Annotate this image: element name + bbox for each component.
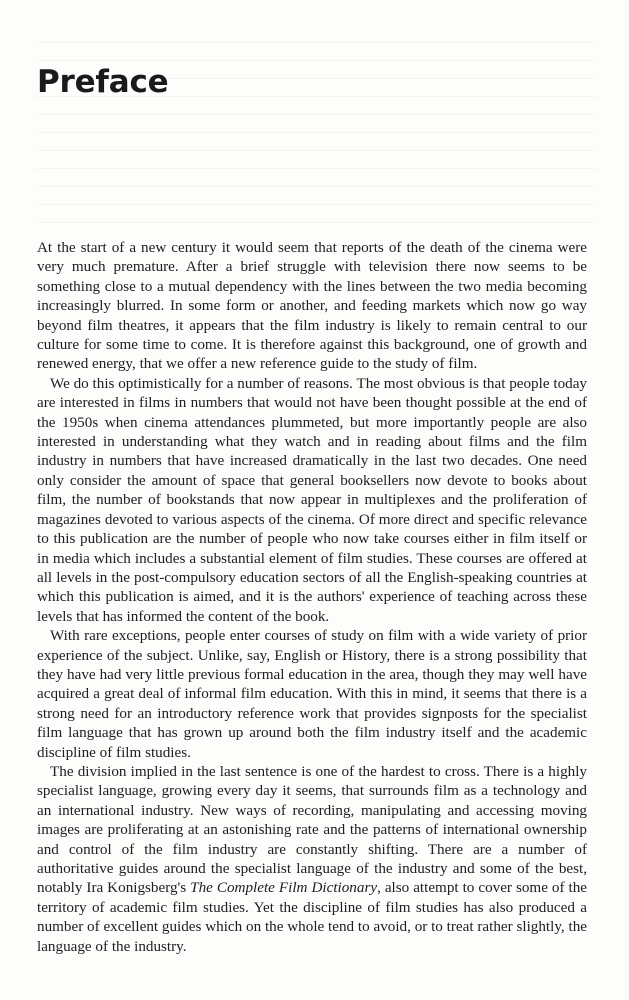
paragraph-4-start: The division implied in the last sentence is one of the hardest to cross. There is a highly specialist language, growing every day it seems, that surrounds film as a technology and an international industry. New ways of recording, manipulating and accessing moving images are proliferating at an astonishing rate and the patterns of international ownership and control of the film industry are constantly shifting. There are a number of authoritative guides around the specialist language of the industry and some of the best, notably Ira Konigsberg's [37,762,587,897]
show-through-text [36,30,596,240]
paragraph-3: With rare exceptions, people enter courses of study on film with a wide variety of prior experience of the subject. Unlike, say, English or History, there is a strong possibility that they have had very little previous formal education in the area, though they may well have acquired a great deal of informal film education. With this in mind, it seems that there is a strong need for an introductory reference work that provides signposts for the specialist film language that has grown up around both the film industry itself and the academic discipline of film studies. [37,627,587,761]
page-heading: Preface [37,64,169,100]
paragraph-4 [37,762,587,956]
paragraph-2: We do this optimistically for a number of reasons. The most obvious is that people today are interested in films in numbers that would not have been thought possible at the end of the 1950s when cinema attendances plummeted, but more importantly people are also interested in understanding what they watch and in reading about films and the film industry in numbers that have increased dramatically in the last two decades. One need only consider the amount of space that general booksellers now devote to books about film, the number of bookstands that now appear in multiplexes and the proliferation of magazines devoted to various aspects of the cinema. Of more direct and specific relevance to this publication are the number of people who now take courses either in film itself or in media which includes a substantial element of film studies. These courses are offered at all levels in the post-compulsory education sectors of all the English-speaking countries at which this publication is aimed, and it is the authors' experience of teaching across these levels that has informed the content of the book. [37,374,587,625]
paragraph-4-end: , also attempt to cover some of the territory of academic film studies. Yet the discipline of film studies has also produced a number of excellent guides which on the whole tend to avoid, or to treat rather slightly, the language of the industry. [37,879,587,955]
body-text [37,238,587,956]
book-title-emphasis: The Complete Film Dictionary [190,879,378,897]
paragraph-1: At the start of a new century it would seem that reports of the death of the cinema were very much premature. After a brief struggle with television there now seems to be something close to a mutual dependency with the lines between the two media becoming increasingly blurred. In some form or another, and feeding markets which now go way beyond film theatres, it appears that the film industry is likely to remain central to our culture for some time to come. It is therefore against this background, one of growth and renewed energy, that we offer a new reference guide to the study of film. [37,239,587,373]
